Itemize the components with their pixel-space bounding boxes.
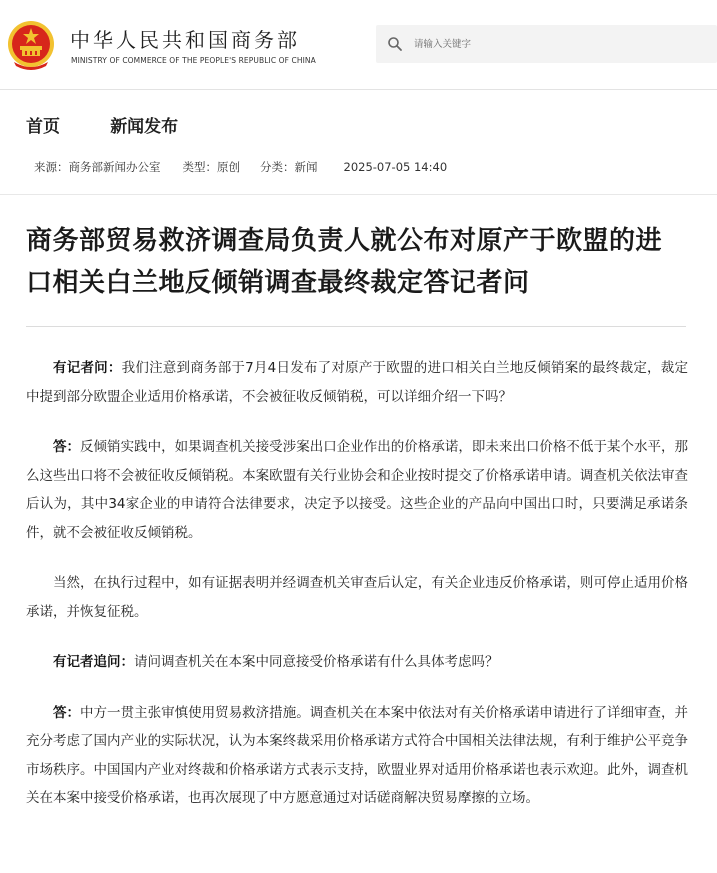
breadcrumb [26, 112, 178, 138]
article-body [26, 354, 688, 835]
paragraph [26, 648, 688, 677]
header-divider [0, 194, 717, 195]
search-input[interactable] [414, 34, 704, 54]
meta-category: 分类：新闻 [260, 160, 318, 174]
site-title-en: MINISTRY OF COMMERCE OF THE PEOPLE'S REPUBLIC OF CHINA [71, 56, 316, 65]
paragraph-text: 我们注意到商务部于7月4日发布了对原产于欧盟的进口相关白兰地反倾销案的最终裁定，裁定中提到部分欧盟企业适用价格承诺，不会被征收反倾销税，可以详细介绍一下吗？ [26, 360, 688, 405]
site-header [0, 0, 717, 90]
title-divider [26, 326, 686, 327]
paragraph-text: 中方一贯主张审慎使用贸易救济措施。调查机关在本案中依法对有关价格承诺申请进行了详细审查，并充分考虑了国内产业的实际状况，认为本案终裁采用价格承诺方式符合中国相关法律法规，有利于维护公平竞争市场秩序。中国国内产业对终裁和价格承诺方式表示支持，欧盟业界对适用价格承诺也表示欢迎。此外，调查机关在本案中接受价格承诺，也再次展现了中方愿意通过对话磋商解决贸易摩擦的立场。 [26, 704, 689, 806]
meta-date: 2025-07-05 14:40 [343, 160, 448, 174]
search-box[interactable] [376, 25, 717, 63]
site-title-cn[interactable]: 中华人民共和国商务部 [70, 28, 300, 52]
meta-type: 类型：原创 [182, 160, 240, 174]
national-emblem-icon[interactable] [6, 18, 56, 72]
paragraph [26, 433, 688, 547]
search-icon[interactable] [387, 36, 403, 52]
paragraph-lead: 有记者追问： [53, 654, 134, 670]
meta-source: 来源：商务部新闻办公室 [34, 160, 161, 174]
paragraph [26, 354, 688, 411]
paragraph-lead: 答： [53, 704, 81, 721]
paragraph-lead: 有记者问： [53, 360, 122, 376]
paragraph-text: 当然，在执行过程中，如有证据表明并经调查机关审查后认定，有关企业违反价格承诺，则可停止适用价格承诺，并恢复征税。 [26, 575, 688, 620]
paragraph [26, 699, 688, 813]
paragraph-text: 反倾销实践中，如果调查机关接受涉案出口企业作出的价格承诺，即未来出口价格不低于某个水平，那么这些出口将不会被征收反倾销税。本案欧盟有关行业协会和企业按时提交了价格承诺申请。调查机关依法审查后认为，其中34家企业的申请符合法律要求，决定予以接受。这些企业的产品向中国出口时，只要满足承诺条件，就不会被征收反倾销税。 [26, 439, 689, 541]
breadcrumb-news-release[interactable]: 新闻发布 [110, 117, 179, 137]
paragraph [26, 569, 688, 626]
breadcrumb-home[interactable]: 首页 [26, 117, 60, 137]
paragraph-lead: 答： [53, 439, 81, 455]
article-title: 商务部贸易救济调查局负责人就公布对原产于欧盟的进口相关白兰地反倾销调查最终裁定答记者问 [26, 226, 663, 298]
article-meta [34, 159, 447, 175]
paragraph-text: 请问调查机关在本案中同意接受价格承诺有什么具体考虑吗？ [134, 654, 499, 670]
